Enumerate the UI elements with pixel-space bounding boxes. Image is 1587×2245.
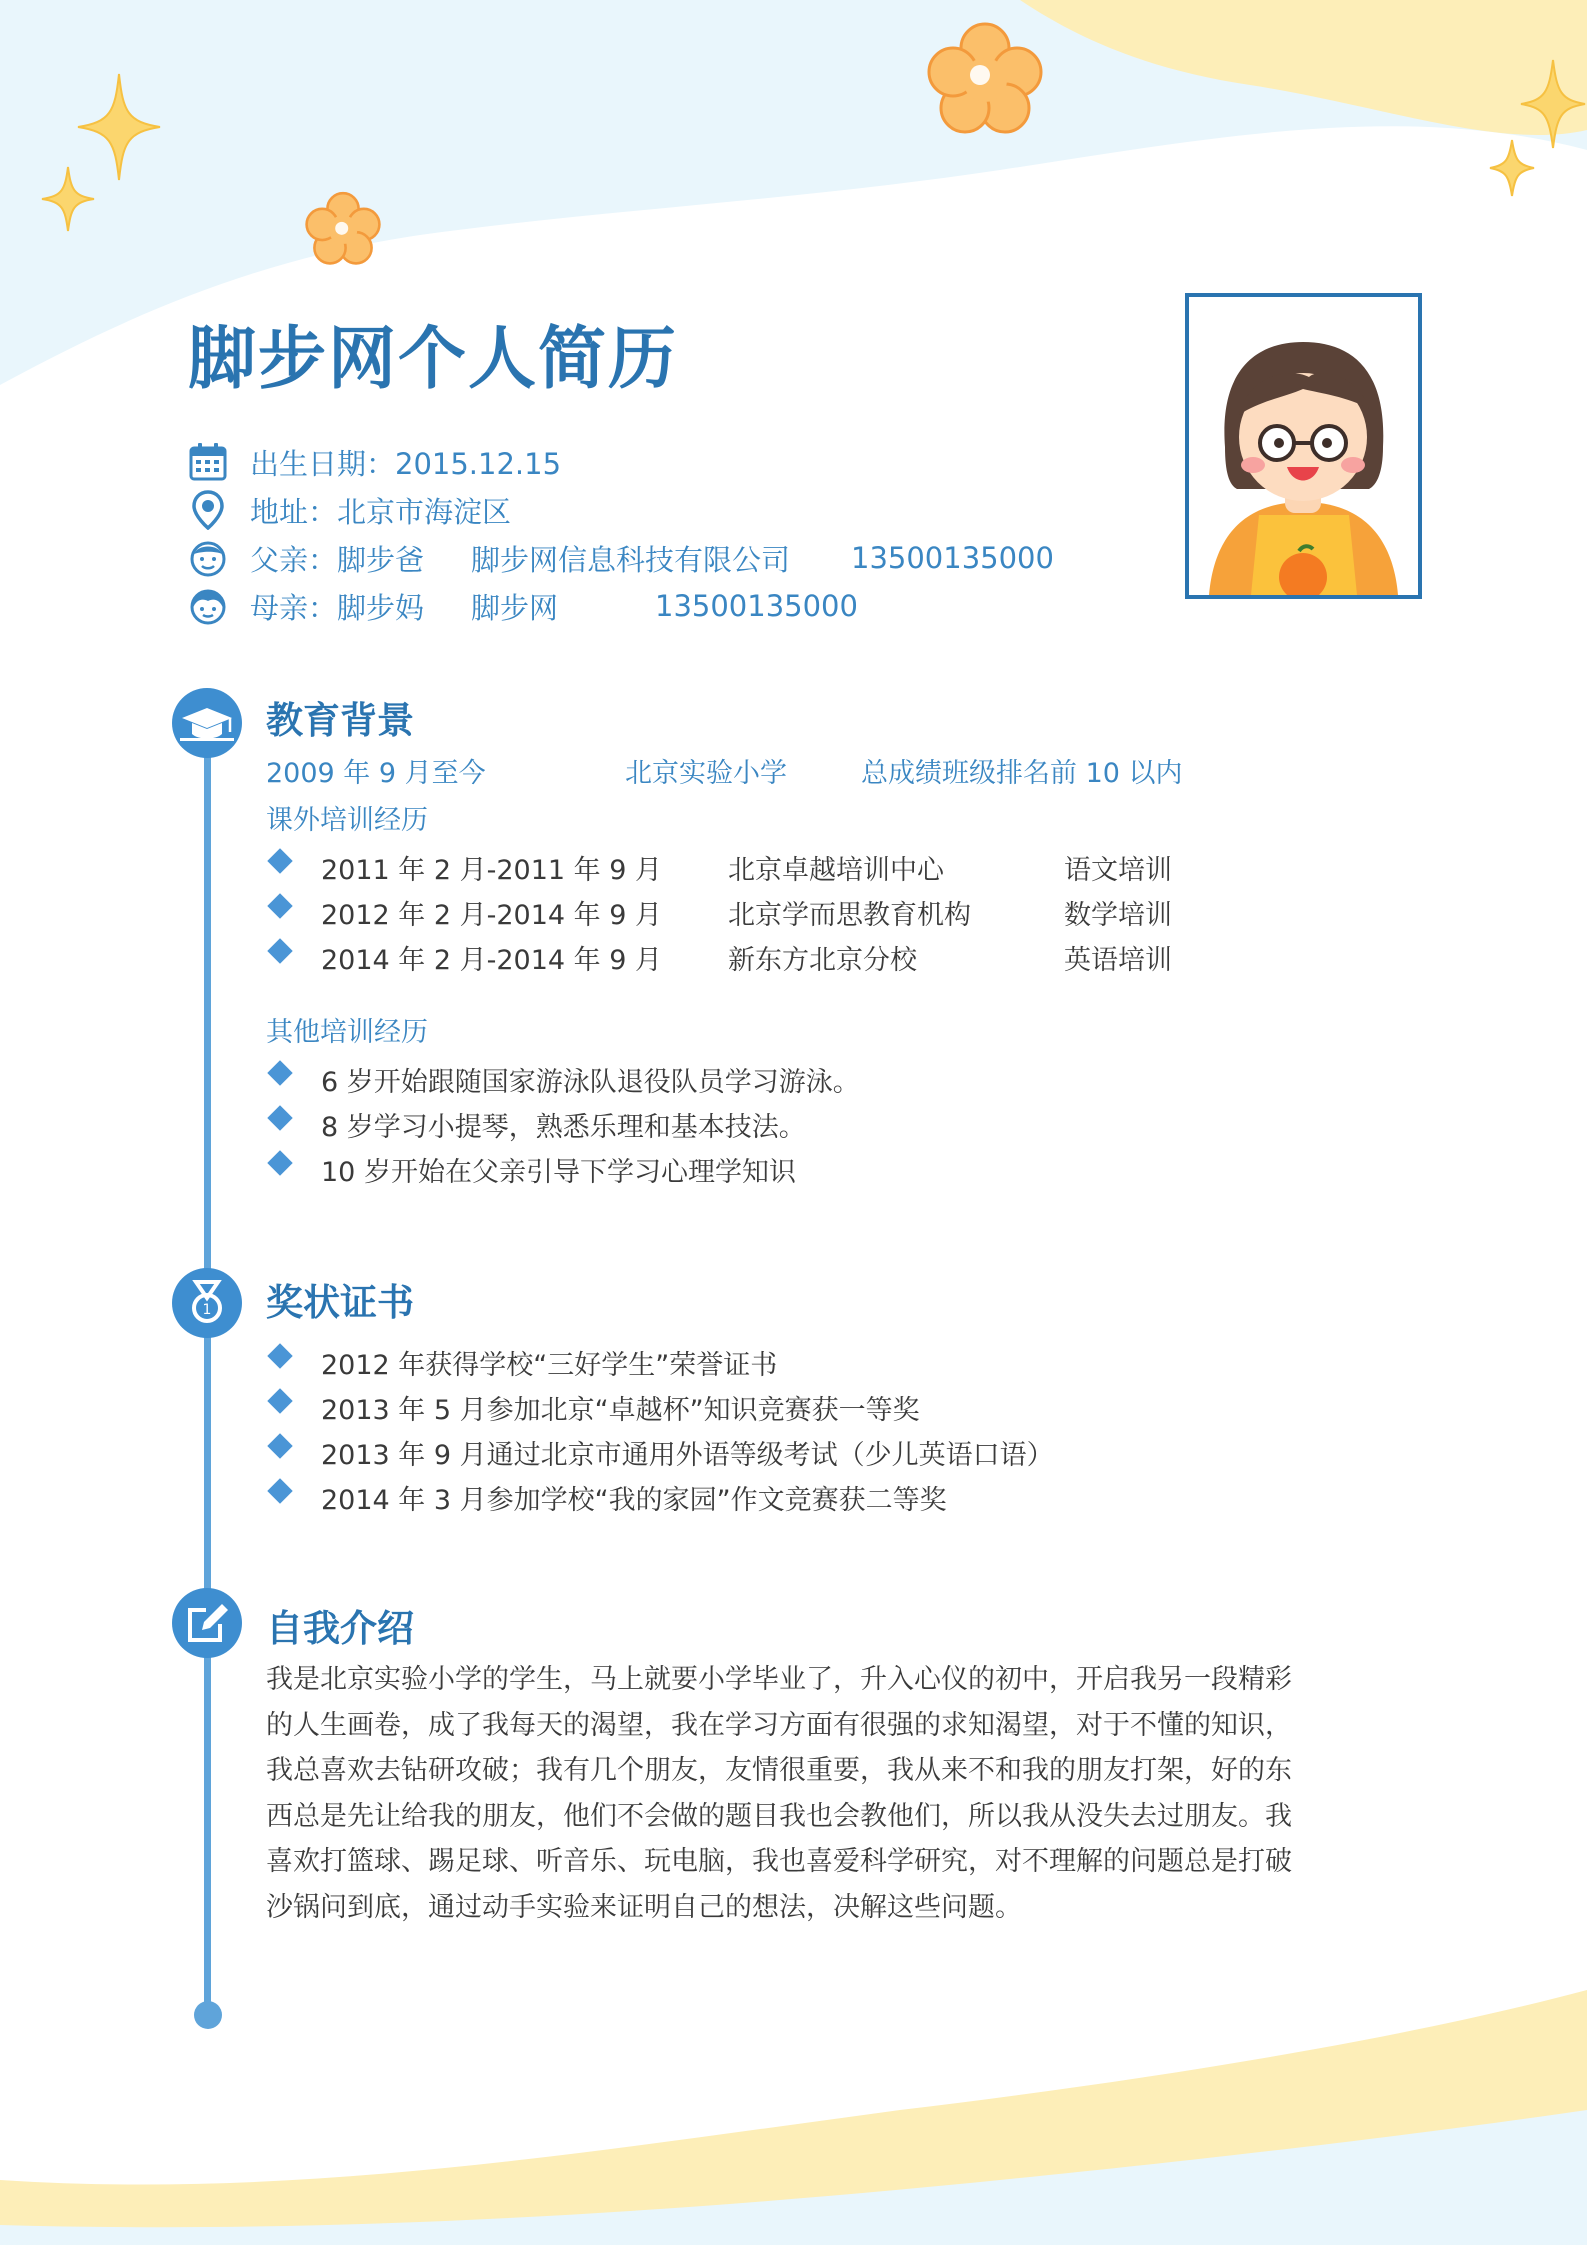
birth-row [188,442,561,482]
mother-face-icon [188,586,228,626]
father-company: 脚步网信息科技有限公司 [471,542,791,577]
intro-paragraph [266,1657,1346,1930]
mother-row [188,586,1188,626]
education-section-icon [172,688,242,758]
extra-org: 北京卓越培训中心 [728,855,944,886]
extra-training-heading: 课外培训经历 [266,805,428,836]
address: 地址：北京市海淀区 [250,494,512,529]
intro-line: 我总喜欢去钻研攻破；我有几个朋友，友情很重要，我从来不和我的朋友打架，好的东 [266,1755,1292,1786]
extra-subject: 语文培训 [1064,855,1172,886]
father-face-icon [188,538,228,578]
timeline-line [204,720,211,2015]
extra-subject: 英语培训 [1064,945,1172,976]
address-row [188,490,511,530]
intro-heading: 自我介绍 [266,1607,414,1650]
sparkle-icon [40,165,96,233]
awards-heading: 奖状证书 [266,1281,414,1324]
intro-line: 沙锅问到底，通过动手实验来证明自己的想法，决解这些问题。 [266,1891,1022,1923]
intro-line: 的人生画卷，成了我每天的渴望，我在学习方面有很强的求知渴望，对于不懂的知识， [266,1709,1292,1741]
birth-date: 出生日期：2015.12.15 [250,446,562,481]
education-heading: 教育背景 [266,699,414,742]
calendar-icon [188,442,228,482]
extra-period: 2011 年 2 月-2011 年 9 月 [321,855,663,886]
father-name: 父亲：脚步爸 [250,542,425,577]
profile-photo [1185,293,1422,599]
education-rank: 总成绩班级排名前 10 以内 [861,758,1183,789]
other-training-item: 10 岁开始在父亲引导下学习心理学知识 [321,1157,796,1188]
education-school: 北京实验小学 [625,758,787,789]
sparkle-icon [1488,138,1536,198]
extra-period: 2012 年 2 月-2014 年 9 月 [321,900,663,931]
award-item: 2014 年 3 月参加学校“我的家园”作文竞赛获二等奖 [321,1485,947,1516]
svg-text:1: 1 [202,1302,212,1318]
education-period: 2009 年 9 月至今 [266,758,486,789]
intro-line: 西总是先让给我的朋友，他们不会做的题目我也会教他们，所以我从没失去过朋友。我 [266,1800,1292,1832]
page-title: 脚步网个人简历 [188,320,679,399]
mother-name: 母亲：脚步妈 [250,590,425,625]
other-training-item: 6 岁开始跟随国家游泳队退役队员学习游泳。 [321,1067,860,1098]
father-row [188,538,1188,578]
award-item: 2013 年 9 月通过北京市通用外语等级考试（少儿英语口语） [321,1440,1054,1471]
sparkle-icon [1519,58,1587,150]
graduation-cap-icon [172,688,242,758]
edit-note-icon [172,1588,242,1658]
extra-org: 北京学而思教育机构 [728,900,971,931]
other-training-item: 8 岁学习小提琴，熟悉乐理和基本技法。 [321,1112,806,1143]
awards-section-icon [172,1268,242,1338]
award-item: 2012 年获得学校“三好学生”荣誉证书 [321,1350,778,1381]
award-item: 2013 年 5 月参加北京“卓越杯”知识竞赛获一等奖 [321,1395,920,1426]
location-pin-icon [188,490,228,530]
flower-icon [925,20,1045,135]
extra-period: 2014 年 2 月-2014 年 9 月 [321,945,663,976]
timeline-end-dot [194,2001,222,2029]
father-phone: 13500135000 [851,541,1054,575]
extra-subject: 数学培训 [1064,900,1172,931]
intro-section-icon [172,1588,242,1658]
intro-line: 我是北京实验小学的学生，马上就要小学毕业了，升入心仪的初中，开启我另一段精彩 [266,1664,1292,1695]
flower-icon [304,190,382,266]
extra-org: 新东方北京分校 [728,945,917,976]
mother-company: 脚步网 [471,590,559,625]
mother-phone: 13500135000 [655,589,858,623]
other-training-heading: 其他培训经历 [266,1017,428,1048]
medal-icon [172,1268,242,1338]
intro-line: 喜欢打篮球、踢足球、听音乐、玩电脑，我也喜爱科学研究，对不理解的问题总是打破 [266,1846,1292,1877]
girl-avatar-illustration [1189,297,1418,595]
